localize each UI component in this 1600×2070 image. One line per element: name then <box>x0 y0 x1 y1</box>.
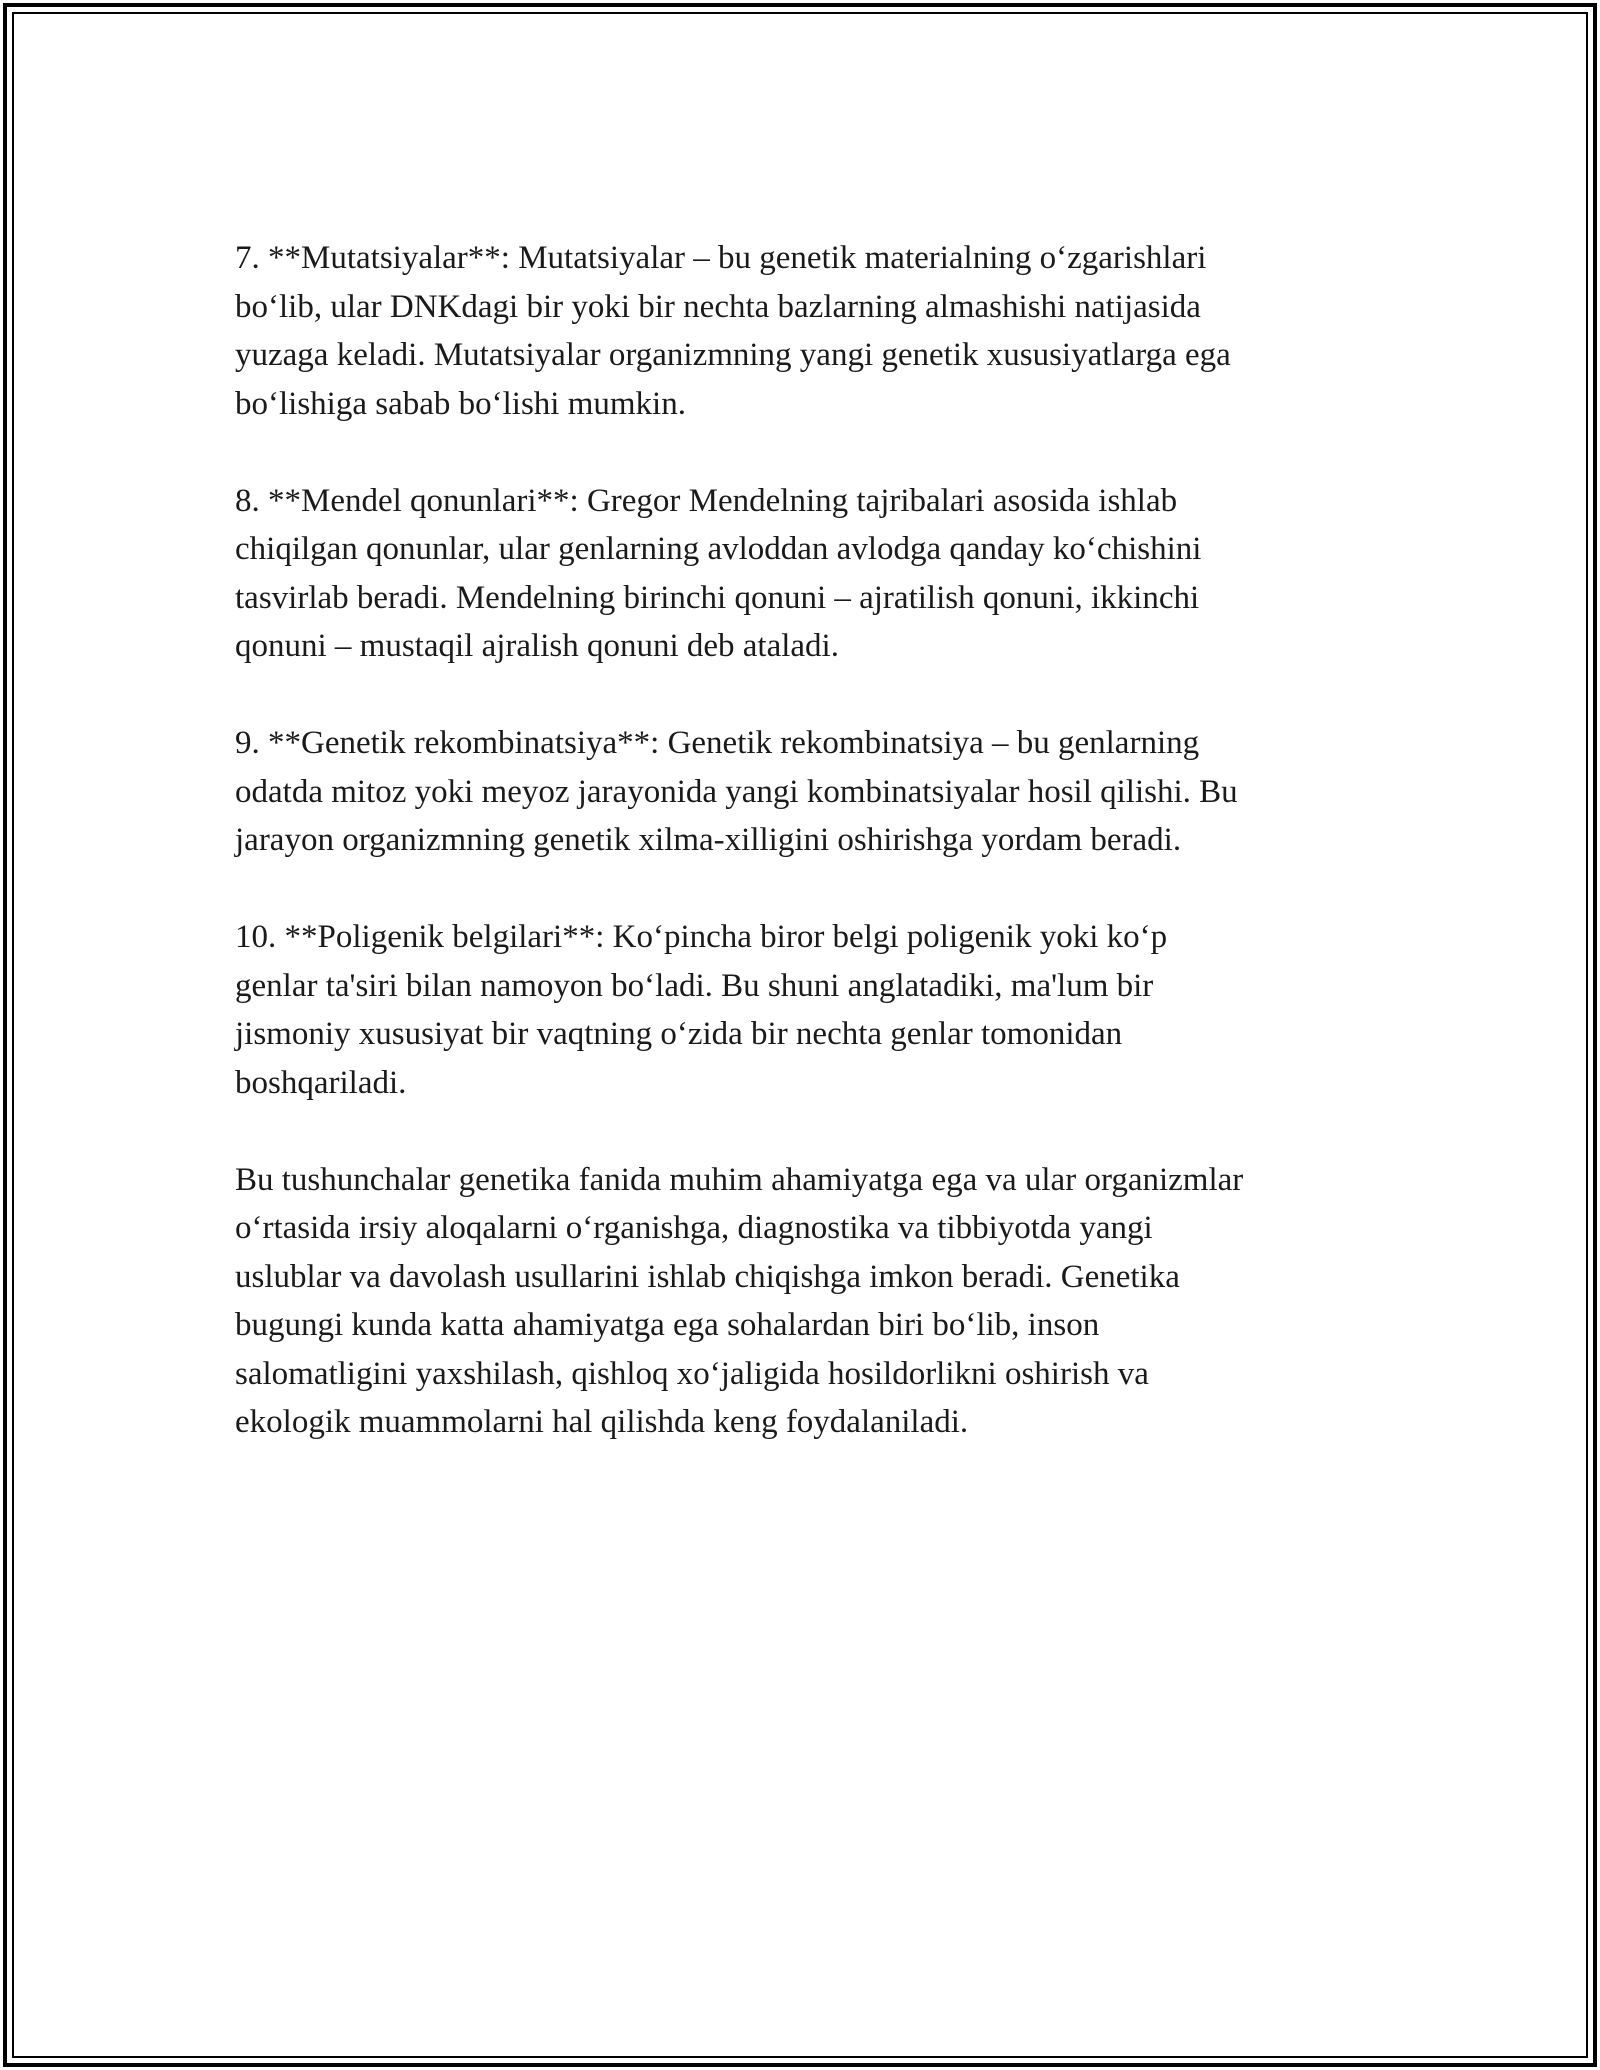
paragraph-mutatsiyalar: 7. **Mutatsiyalar**: Mutatsiyalar – bu genetik materialning o‘zgarishlari bo‘lib, ular DNKdagi bir yoki bir nechta bazlarning almashishi natijasida yuzaga keladi. Mutatsiyalar organizmning yangi genetik xususiyatlarga ega bo‘lishiga sabab bo‘lishi mumkin. <box>235 240 1231 422</box>
paragraph-conclusion: Bu tushunchalar genetika fanida muhim ahamiyatga ega va ular organizmlar o‘rtasida irsiy aloqalarni o‘rganishga, diagnostika va tibbiyotda yangi uslublar va davolash usullarini ishlab chiqishga imkon beradi. Genetika bugungi kunda katta ahamiyatga ega sohalardan biri bo‘lib, inson salomatligini yaxshilash, qishloq xo‘jaligida hosildorlikni oshirish va ekologik muammolarni hal qilishda keng foydalaniladi. <box>235 1161 1244 1440</box>
paragraph-mendel-qonunlari: 8. **Mendel qonunlari**: Gregor Mendelning tajribalari asosida ishlab chiqilgan qonunlar, ular genlarning avloddan avlodga qanday ko‘chishini tasvirlab beradi. Mendelning birinchi qonuni – ajratilish qonuni, ikkinchi qonuni – mustaqil ajralish qonuni deb ataladi. <box>235 482 1202 664</box>
paragraph-genetik-rekombinatsiya: 9. **Genetik rekombinatsiya**: Genetik rekombinatsiya – bu genlarning odatda mitoz yoki meyoz jarayonida yangi kombinatsiyalar hosil qilishi. Bu jarayon organizmning genetik xilma-xilligini oshirishga yordam beradi. <box>235 725 1238 858</box>
document-body <box>235 234 1370 1495</box>
paragraph-poligenik-belgilari: 10. **Poligenik belgilari**: Ko‘pincha biror belgi poligenik yoki ko‘p genlar ta'siri bilan namoyon bo‘ladi. Bu shuni anglatadiki, ma'lum bir jismoniy xususiyat bir vaqtning o‘zida bir nechta genlar tomonidan boshqariladi. <box>235 919 1168 1101</box>
